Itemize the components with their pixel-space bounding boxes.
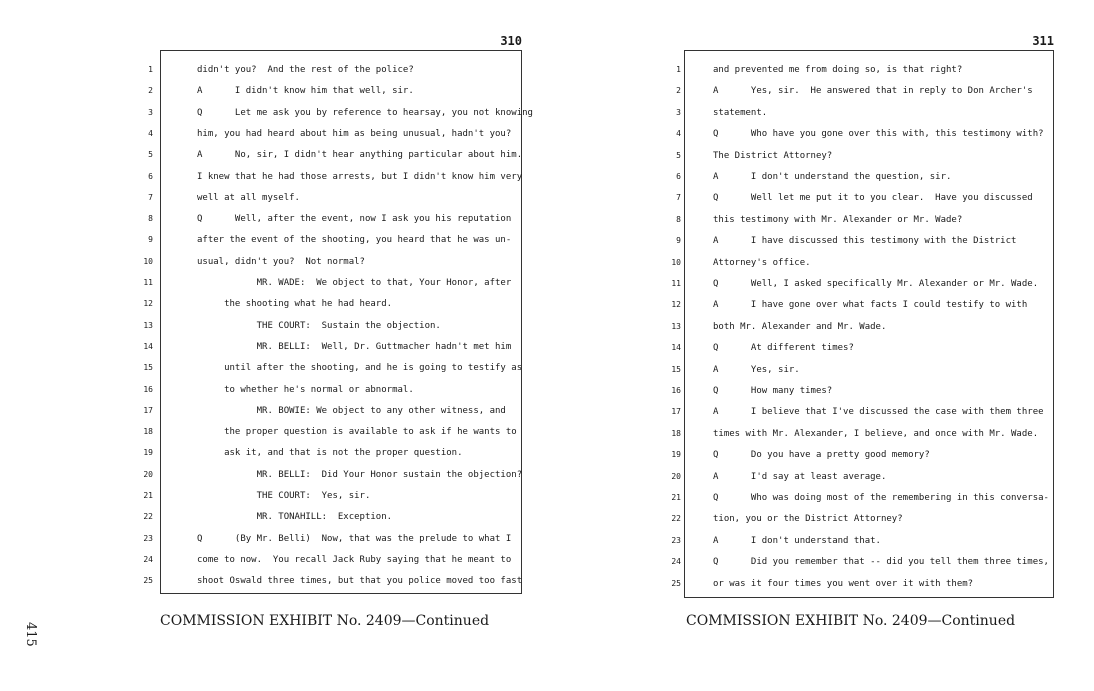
line-number: 25: [143, 576, 153, 586]
transcript-line: [671, 274, 1053, 294]
transcript-line: [676, 188, 1053, 208]
line-number: 18: [671, 428, 681, 438]
line-number: 8: [148, 214, 153, 224]
line-number: 19: [671, 450, 681, 460]
transcript-line: [143, 422, 521, 442]
transcript-line: [671, 253, 1053, 273]
line-number: 3: [676, 107, 681, 117]
line-number: 11: [671, 279, 681, 288]
line-number: 14: [143, 341, 153, 351]
line-number: 20: [143, 469, 153, 479]
line-number: 7: [676, 193, 681, 203]
line-number: 25: [671, 578, 681, 588]
line-text: until after the shooting, and he is going to testify as: [197, 363, 523, 374]
transcript-line: [676, 231, 1053, 251]
line-text: A Yes, sir. He answered that in reply to Don Archer's: [713, 86, 1033, 97]
line-text: to whether he's normal or abnormal.: [197, 384, 414, 395]
transcript-line: [143, 507, 521, 527]
transcript-line: [143, 550, 521, 570]
transcript-line: [148, 145, 523, 165]
line-number: 2: [676, 86, 681, 96]
line-text: shoot Oswald three times, but that you police moved too fast: [197, 576, 523, 587]
line-number: 22: [143, 512, 153, 522]
line-number: 1: [676, 65, 681, 74]
transcript-line: [143, 316, 521, 336]
line-text: well at all myself.: [197, 192, 300, 203]
exhibit-caption: COMMISSION EXHIBIT No. 2409—Continued: [686, 613, 1016, 629]
line-number: 1: [148, 65, 153, 74]
transcript-line: [148, 230, 521, 250]
line-number: 10: [671, 257, 681, 267]
line-text: him, you had heard about him as being unusual, hadn't you?: [197, 128, 512, 139]
line-text: Q Who was doing most of the remembering in this conversa-: [713, 493, 1049, 503]
page-number: 310: [500, 34, 522, 48]
line-text: Q Did you remember that -- did you tell them three times,: [713, 557, 1049, 568]
line-text: A I don't understand the question, sir.: [713, 172, 952, 182]
transcript-frame: [143, 50, 533, 594]
line-text: Q Do you have a pretty good memory?: [713, 450, 930, 461]
transcript-line: [148, 209, 521, 229]
transcript-line: [676, 81, 1053, 101]
line-number: 21: [671, 493, 681, 502]
line-text: times with Mr. Alexander, I believe, and once with Mr. Wade.: [713, 428, 1039, 439]
line-number: 4: [676, 129, 681, 139]
line-text: Q (By Mr. Belli) Now, that was the prelude to what I: [197, 533, 512, 544]
transcript-line: [671, 445, 1053, 465]
line-text: this testimony with Mr. Alexander or Mr. Wade?: [713, 214, 963, 225]
transcript-line: [143, 294, 521, 314]
transcript-line: [676, 103, 1053, 123]
line-number: 5: [676, 150, 681, 160]
transcript-line: [671, 552, 1053, 572]
exhibit-caption: COMMISSION EXHIBIT No. 2409—Continued: [160, 613, 490, 629]
transcript-line: [143, 252, 521, 272]
line-number: 9: [148, 235, 153, 245]
line-text: A No, sir, I didn't hear anything particular about him.: [197, 150, 523, 161]
line-number: 6: [676, 172, 681, 181]
transcript-line: [676, 146, 1053, 166]
line-number: 23: [671, 535, 681, 545]
line-number: 19: [143, 448, 153, 458]
line-text: the shooting what he had heard.: [197, 299, 393, 310]
line-text: or was it four times you went over it with them?: [713, 578, 974, 589]
transcript-line: [671, 381, 1053, 401]
line-text: ask it, and that is not the proper question.: [197, 448, 463, 459]
line-number: 13: [671, 321, 681, 331]
transcript-line: [671, 424, 1053, 444]
line-text: I knew that he had those arrests, but I didn't know him very: [197, 171, 523, 182]
line-text: Q Well, after the event, now I ask you his reputation: [197, 214, 512, 225]
line-text: MR. BELLI: Well, Dr. Guttmacher hadn't met him: [197, 341, 512, 352]
line-text: Q Well let me put it to you clear. Have you discussed: [713, 193, 1033, 204]
line-number: 24: [671, 557, 681, 567]
line-number: 8: [676, 214, 681, 224]
line-number: 11: [143, 278, 153, 287]
transcript-line: [676, 167, 1053, 187]
line-text: MR. BOWIE: We object to any other witness, and: [197, 405, 506, 416]
line-number: 6: [148, 171, 153, 181]
line-text: Q Well, I asked specifically Mr. Alexander or Mr. Wade.: [713, 279, 1039, 289]
line-number: 14: [671, 343, 681, 353]
line-text: A I didn't know him that well, sir.: [197, 86, 414, 97]
line-number: 16: [143, 384, 153, 394]
line-text: the proper question is available to ask if he wants to: [197, 427, 517, 438]
transcript-line: [143, 358, 523, 378]
page-number: 311: [1032, 34, 1054, 48]
line-number: 16: [671, 386, 681, 395]
line-number: 9: [676, 236, 681, 246]
transcript-line: [148, 60, 521, 80]
transcript-line: [143, 443, 521, 463]
line-number: 22: [671, 514, 681, 524]
transcript-line: [143, 401, 521, 421]
transcript-line: [671, 295, 1053, 315]
line-number: 13: [143, 320, 153, 330]
line-number: 4: [148, 128, 153, 138]
line-number: 2: [148, 86, 153, 96]
transcript-line: [671, 509, 1053, 529]
line-text: THE COURT: Yes, sir.: [197, 491, 371, 501]
line-number: 7: [148, 192, 153, 202]
transcript-line: [143, 465, 523, 485]
transcript-line: [143, 571, 523, 591]
line-number: 24: [143, 554, 153, 564]
transcript-line: [143, 337, 521, 357]
line-text: come to now. You recall Jack Ruby saying that he meant to: [197, 554, 512, 565]
line-number: 21: [143, 491, 153, 500]
line-text: didn't you? And the rest of the police?: [197, 65, 414, 75]
transcript-line: [143, 529, 521, 549]
line-text: The District Attorney?: [713, 150, 833, 161]
side-page-number: 415: [23, 622, 38, 647]
line-text: usual, didn't you? Not normal?: [197, 256, 365, 267]
transcript-line: [676, 60, 1053, 80]
transcript-frame: [671, 50, 1054, 598]
line-number: 20: [671, 471, 681, 481]
line-number: 10: [143, 256, 153, 266]
line-number: 17: [143, 405, 153, 415]
transcript-line: [148, 81, 521, 101]
line-text: after the event of the shooting, you heard that he was un-: [197, 235, 512, 246]
line-text: Q Who have you gone over this with, this testimony with?: [713, 129, 1044, 140]
transcript-line: [143, 380, 521, 400]
transcript-line: [671, 488, 1053, 508]
line-number: 23: [143, 533, 153, 543]
line-text: both Mr. Alexander and Mr. Wade.: [713, 321, 887, 332]
line-text: A I don't understand that.: [713, 535, 881, 546]
line-text: A Yes, sir.: [713, 364, 800, 375]
line-text: MR. WADE: We object to that, Your Honor, after: [197, 278, 512, 288]
line-text: A I believe that I've discussed the case with them three: [713, 407, 1044, 418]
line-number: 3: [148, 107, 153, 117]
transcript-line: [671, 338, 1053, 358]
line-number: 18: [143, 427, 153, 437]
transcript-line: [148, 188, 521, 208]
line-text: Q At different times?: [713, 343, 854, 354]
line-text: MR. BELLI: Did Your Honor sustain the objection?: [197, 469, 523, 480]
line-number: 15: [143, 363, 153, 373]
transcript-line: [148, 124, 521, 144]
line-number: 12: [671, 300, 681, 310]
line-text: A I'd say at least average.: [713, 471, 887, 482]
line-text: Q How many times?: [713, 386, 833, 396]
transcript-line: [671, 531, 1053, 551]
transcript-line: [671, 574, 1053, 594]
line-text: statement.: [713, 107, 768, 118]
line-number: 15: [671, 364, 681, 374]
line-number: 5: [148, 150, 153, 160]
transcript-line: [143, 273, 521, 293]
transcript-line: [676, 210, 1053, 230]
transcript-line: [148, 167, 523, 187]
transcript-line: [671, 317, 1053, 337]
line-text: A I have gone over what facts I could testify to with: [713, 300, 1028, 311]
line-text: THE COURT: Sustain the objection.: [197, 320, 441, 331]
transcript-line: [671, 360, 1053, 380]
transcript-line: [143, 486, 521, 506]
line-text: MR. TONAHILL: Exception.: [197, 512, 393, 523]
transcript-line: [671, 402, 1053, 422]
transcript-line: [148, 103, 533, 123]
line-number: 17: [671, 407, 681, 417]
line-text: tion, you or the District Attorney?: [713, 514, 903, 525]
line-text: Attorney's office.: [713, 257, 811, 268]
line-number: 12: [143, 299, 153, 309]
line-text: Q Let me ask you by reference to hearsay, you not knowing: [197, 107, 533, 118]
transcript-line: [676, 124, 1053, 144]
line-text: and prevented me from doing so, is that right?: [713, 65, 963, 75]
transcript-line: [671, 467, 1053, 487]
line-text: A I have discussed this testimony with the District: [713, 236, 1017, 247]
